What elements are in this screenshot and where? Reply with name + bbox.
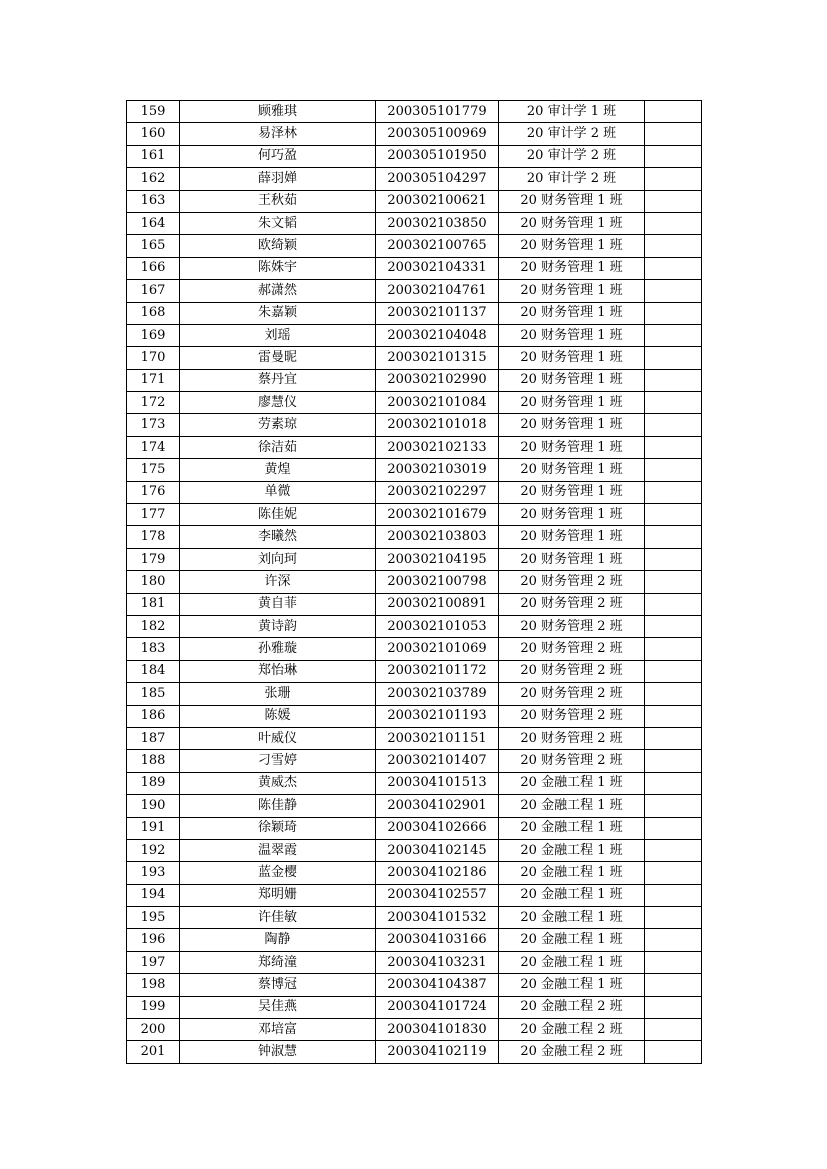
student-name-cell: 何巧盈 (180, 145, 376, 167)
student-id-cell: 200304101513 (376, 772, 499, 794)
row-number-cell: 198 (127, 974, 180, 996)
student-name-cell: 顾雅琪 (180, 101, 376, 123)
class-name-cell: 20 金融工程 1 班 (499, 817, 645, 839)
blank-cell (645, 302, 702, 324)
student-id-cell: 200302103803 (376, 526, 499, 548)
table-row (127, 347, 702, 369)
blank-cell (645, 436, 702, 458)
blank-cell (645, 369, 702, 391)
class-name-cell: 20 金融工程 2 班 (499, 1041, 645, 1063)
table-row (127, 436, 702, 458)
row-number-cell: 200 (127, 1019, 180, 1041)
student-name-cell: 蓝金樱 (180, 862, 376, 884)
blank-cell (645, 996, 702, 1018)
row-number-cell: 166 (127, 257, 180, 279)
row-number-cell: 191 (127, 817, 180, 839)
row-number-cell: 169 (127, 324, 180, 346)
table-row (127, 280, 702, 302)
student-name-cell: 刘向珂 (180, 548, 376, 570)
table-row (127, 504, 702, 526)
class-name-cell: 20 财务管理 1 班 (499, 347, 645, 369)
row-number-cell: 177 (127, 504, 180, 526)
blank-cell (645, 683, 702, 705)
blank-cell (645, 414, 702, 436)
table-row (127, 369, 702, 391)
student-id-cell: 200304102119 (376, 1041, 499, 1063)
student-name-cell: 郑绮潼 (180, 951, 376, 973)
row-number-cell: 184 (127, 660, 180, 682)
student-id-cell: 200305101950 (376, 145, 499, 167)
class-name-cell: 20 审计学 2 班 (499, 145, 645, 167)
student-name-cell: 温翠霞 (180, 839, 376, 861)
row-number-cell: 196 (127, 929, 180, 951)
table-row (127, 101, 702, 123)
student-id-cell: 200302104048 (376, 324, 499, 346)
class-name-cell: 20 金融工程 1 班 (499, 884, 645, 906)
blank-cell (645, 392, 702, 414)
row-number-cell: 173 (127, 414, 180, 436)
student-name-cell: 朱文韬 (180, 212, 376, 234)
class-name-cell: 20 财务管理 2 班 (499, 727, 645, 749)
row-number-cell: 195 (127, 907, 180, 929)
student-name-cell: 朱嘉颖 (180, 302, 376, 324)
student-id-cell: 200302100798 (376, 571, 499, 593)
table-row (127, 235, 702, 257)
table-row (127, 638, 702, 660)
class-name-cell: 20 财务管理 2 班 (499, 571, 645, 593)
class-name-cell: 20 金融工程 1 班 (499, 929, 645, 951)
class-name-cell: 20 财务管理 1 班 (499, 459, 645, 481)
table-row (127, 1041, 702, 1063)
student-id-cell: 200302101053 (376, 615, 499, 637)
table-row (127, 817, 702, 839)
table-row (127, 257, 702, 279)
row-number-cell: 174 (127, 436, 180, 458)
table-row (127, 839, 702, 861)
blank-cell (645, 839, 702, 861)
blank-cell (645, 257, 702, 279)
class-name-cell: 20 财务管理 1 班 (499, 436, 645, 458)
blank-cell (645, 750, 702, 772)
row-number-cell: 193 (127, 862, 180, 884)
blank-cell (645, 190, 702, 212)
table-row (127, 145, 702, 167)
student-name-cell: 钟淑慧 (180, 1041, 376, 1063)
student-name-cell: 雷曼昵 (180, 347, 376, 369)
blank-cell (645, 660, 702, 682)
student-id-cell: 200302104331 (376, 257, 499, 279)
blank-cell (645, 727, 702, 749)
row-number-cell: 170 (127, 347, 180, 369)
student-id-cell: 200305101779 (376, 101, 499, 123)
row-number-cell: 181 (127, 593, 180, 615)
blank-cell (645, 324, 702, 346)
student-name-cell: 陈姝宇 (180, 257, 376, 279)
row-number-cell: 168 (127, 302, 180, 324)
table-row (127, 951, 702, 973)
blank-cell (645, 168, 702, 190)
student-name-cell: 郝潇然 (180, 280, 376, 302)
student-id-cell: 200302101193 (376, 705, 499, 727)
roster-body (127, 101, 702, 1064)
table-row (127, 660, 702, 682)
row-number-cell: 190 (127, 795, 180, 817)
table-row (127, 862, 702, 884)
blank-cell (645, 638, 702, 660)
table-row (127, 571, 702, 593)
table-row (127, 727, 702, 749)
table-row (127, 302, 702, 324)
student-id-cell: 200304102145 (376, 839, 499, 861)
table-row (127, 459, 702, 481)
student-name-cell: 陶静 (180, 929, 376, 951)
blank-cell (645, 123, 702, 145)
row-number-cell: 186 (127, 705, 180, 727)
row-number-cell: 183 (127, 638, 180, 660)
student-id-cell: 200304104387 (376, 974, 499, 996)
class-name-cell: 20 财务管理 1 班 (499, 190, 645, 212)
student-name-cell: 陈佳静 (180, 795, 376, 817)
row-number-cell: 180 (127, 571, 180, 593)
student-id-cell: 200302101407 (376, 750, 499, 772)
row-number-cell: 176 (127, 481, 180, 503)
class-name-cell: 20 金融工程 1 班 (499, 862, 645, 884)
table-row (127, 526, 702, 548)
class-name-cell: 20 财务管理 1 班 (499, 302, 645, 324)
class-name-cell: 20 财务管理 2 班 (499, 705, 645, 727)
student-id-cell: 200304101830 (376, 1019, 499, 1041)
table-row (127, 190, 702, 212)
student-name-cell: 李曦然 (180, 526, 376, 548)
student-id-cell: 200302100765 (376, 235, 499, 257)
student-id-cell: 200302101679 (376, 504, 499, 526)
student-id-cell: 200304103166 (376, 929, 499, 951)
row-number-cell: 187 (127, 727, 180, 749)
class-name-cell: 20 财务管理 1 班 (499, 392, 645, 414)
class-name-cell: 20 金融工程 2 班 (499, 996, 645, 1018)
student-name-cell: 黄威杰 (180, 772, 376, 794)
class-name-cell: 20 财务管理 2 班 (499, 660, 645, 682)
student-id-cell: 200304102666 (376, 817, 499, 839)
student-id-cell: 200305100969 (376, 123, 499, 145)
blank-cell (645, 571, 702, 593)
row-number-cell: 192 (127, 839, 180, 861)
table-row (127, 750, 702, 772)
row-number-cell: 188 (127, 750, 180, 772)
student-name-cell: 吴佳燕 (180, 996, 376, 1018)
student-name-cell: 刘瑶 (180, 324, 376, 346)
student-roster-table (126, 100, 702, 1064)
student-id-cell: 200302102990 (376, 369, 499, 391)
student-name-cell: 郑明姗 (180, 884, 376, 906)
student-name-cell: 黄诗韵 (180, 615, 376, 637)
blank-cell (645, 929, 702, 951)
student-id-cell: 200302101018 (376, 414, 499, 436)
student-name-cell: 叶威仪 (180, 727, 376, 749)
student-name-cell: 邓培富 (180, 1019, 376, 1041)
student-id-cell: 200304102901 (376, 795, 499, 817)
student-id-cell: 200302101151 (376, 727, 499, 749)
blank-cell (645, 459, 702, 481)
table-row (127, 481, 702, 503)
blank-cell (645, 593, 702, 615)
table-row (127, 212, 702, 234)
blank-cell (645, 615, 702, 637)
row-number-cell: 179 (127, 548, 180, 570)
blank-cell (645, 907, 702, 929)
student-id-cell: 200304102557 (376, 884, 499, 906)
class-name-cell: 20 财务管理 1 班 (499, 369, 645, 391)
table-row (127, 593, 702, 615)
blank-cell (645, 526, 702, 548)
class-name-cell: 20 金融工程 1 班 (499, 772, 645, 794)
row-number-cell: 197 (127, 951, 180, 973)
blank-cell (645, 1019, 702, 1041)
class-name-cell: 20 财务管理 1 班 (499, 280, 645, 302)
blank-cell (645, 974, 702, 996)
blank-cell (645, 795, 702, 817)
table-row (127, 974, 702, 996)
student-name-cell: 孙雅璇 (180, 638, 376, 660)
table-row (127, 705, 702, 727)
class-name-cell: 20 财务管理 1 班 (499, 414, 645, 436)
class-name-cell: 20 财务管理 2 班 (499, 615, 645, 637)
blank-cell (645, 212, 702, 234)
student-name-cell: 许深 (180, 571, 376, 593)
row-number-cell: 162 (127, 168, 180, 190)
student-id-cell: 200304101724 (376, 996, 499, 1018)
table-row (127, 123, 702, 145)
class-name-cell: 20 财务管理 2 班 (499, 683, 645, 705)
student-name-cell: 郑怡琳 (180, 660, 376, 682)
class-name-cell: 20 审计学 1 班 (499, 101, 645, 123)
table-row (127, 884, 702, 906)
table-row (127, 772, 702, 794)
table-row (127, 907, 702, 929)
class-name-cell: 20 财务管理 2 班 (499, 638, 645, 660)
class-name-cell: 20 金融工程 1 班 (499, 974, 645, 996)
student-name-cell: 劳素琼 (180, 414, 376, 436)
table-row (127, 996, 702, 1018)
row-number-cell: 199 (127, 996, 180, 1018)
class-name-cell: 20 金融工程 1 班 (499, 951, 645, 973)
row-number-cell: 172 (127, 392, 180, 414)
student-name-cell: 黄自菲 (180, 593, 376, 615)
class-name-cell: 20 财务管理 1 班 (499, 526, 645, 548)
row-number-cell: 159 (127, 101, 180, 123)
student-id-cell: 200304101532 (376, 907, 499, 929)
student-id-cell: 200302101084 (376, 392, 499, 414)
class-name-cell: 20 审计学 2 班 (499, 123, 645, 145)
blank-cell (645, 705, 702, 727)
student-id-cell: 200302100891 (376, 593, 499, 615)
blank-cell (645, 772, 702, 794)
class-name-cell: 20 金融工程 1 班 (499, 795, 645, 817)
student-id-cell: 200302102133 (376, 436, 499, 458)
blank-cell (645, 235, 702, 257)
student-name-cell: 刁雪婷 (180, 750, 376, 772)
blank-cell (645, 481, 702, 503)
table-row (127, 929, 702, 951)
table-row (127, 414, 702, 436)
blank-cell (645, 548, 702, 570)
student-id-cell: 200302101315 (376, 347, 499, 369)
blank-cell (645, 280, 702, 302)
student-name-cell: 徐洁茹 (180, 436, 376, 458)
class-name-cell: 20 金融工程 1 班 (499, 839, 645, 861)
student-name-cell: 张珊 (180, 683, 376, 705)
student-name-cell: 陈媛 (180, 705, 376, 727)
student-id-cell: 200302104761 (376, 280, 499, 302)
class-name-cell: 20 财务管理 1 班 (499, 235, 645, 257)
row-number-cell: 167 (127, 280, 180, 302)
blank-cell (645, 817, 702, 839)
student-id-cell: 200304102186 (376, 862, 499, 884)
student-id-cell: 200302103789 (376, 683, 499, 705)
student-name-cell: 廖慧仪 (180, 392, 376, 414)
student-id-cell: 200302100621 (376, 190, 499, 212)
class-name-cell: 20 金融工程 2 班 (499, 1019, 645, 1041)
table-row (127, 683, 702, 705)
student-id-cell: 200302101172 (376, 660, 499, 682)
table-row (127, 1019, 702, 1041)
student-name-cell: 欧绮颖 (180, 235, 376, 257)
blank-cell (645, 1041, 702, 1063)
student-name-cell: 易泽林 (180, 123, 376, 145)
class-name-cell: 20 财务管理 2 班 (499, 750, 645, 772)
row-number-cell: 161 (127, 145, 180, 167)
class-name-cell: 20 审计学 2 班 (499, 168, 645, 190)
student-name-cell: 黄煌 (180, 459, 376, 481)
student-name-cell: 蔡博冠 (180, 974, 376, 996)
blank-cell (645, 145, 702, 167)
student-id-cell: 200302103850 (376, 212, 499, 234)
row-number-cell: 194 (127, 884, 180, 906)
class-name-cell: 20 金融工程 1 班 (499, 907, 645, 929)
table-row (127, 392, 702, 414)
student-name-cell: 许佳敏 (180, 907, 376, 929)
row-number-cell: 175 (127, 459, 180, 481)
row-number-cell: 164 (127, 212, 180, 234)
blank-cell (645, 101, 702, 123)
student-id-cell: 200302101069 (376, 638, 499, 660)
blank-cell (645, 504, 702, 526)
table-row (127, 615, 702, 637)
class-name-cell: 20 财务管理 1 班 (499, 481, 645, 503)
row-number-cell: 163 (127, 190, 180, 212)
student-name-cell: 徐颖琦 (180, 817, 376, 839)
table-row (127, 168, 702, 190)
student-name-cell: 陈佳妮 (180, 504, 376, 526)
student-id-cell: 200302103019 (376, 459, 499, 481)
table-row (127, 324, 702, 346)
student-id-cell: 200304103231 (376, 951, 499, 973)
table-row (127, 795, 702, 817)
student-name-cell: 蔡丹宜 (180, 369, 376, 391)
table-row (127, 548, 702, 570)
row-number-cell: 160 (127, 123, 180, 145)
row-number-cell: 178 (127, 526, 180, 548)
blank-cell (645, 884, 702, 906)
class-name-cell: 20 财务管理 1 班 (499, 324, 645, 346)
student-id-cell: 200302104195 (376, 548, 499, 570)
row-number-cell: 182 (127, 615, 180, 637)
blank-cell (645, 862, 702, 884)
student-name-cell: 王秋茹 (180, 190, 376, 212)
class-name-cell: 20 财务管理 1 班 (499, 257, 645, 279)
student-id-cell: 200305104297 (376, 168, 499, 190)
row-number-cell: 189 (127, 772, 180, 794)
class-name-cell: 20 财务管理 1 班 (499, 548, 645, 570)
row-number-cell: 185 (127, 683, 180, 705)
class-name-cell: 20 财务管理 1 班 (499, 504, 645, 526)
class-name-cell: 20 财务管理 2 班 (499, 593, 645, 615)
blank-cell (645, 951, 702, 973)
class-name-cell: 20 财务管理 1 班 (499, 212, 645, 234)
student-name-cell: 薛羽婵 (180, 168, 376, 190)
row-number-cell: 165 (127, 235, 180, 257)
student-id-cell: 200302102297 (376, 481, 499, 503)
student-id-cell: 200302101137 (376, 302, 499, 324)
blank-cell (645, 347, 702, 369)
row-number-cell: 201 (127, 1041, 180, 1063)
row-number-cell: 171 (127, 369, 180, 391)
student-name-cell: 单微 (180, 481, 376, 503)
